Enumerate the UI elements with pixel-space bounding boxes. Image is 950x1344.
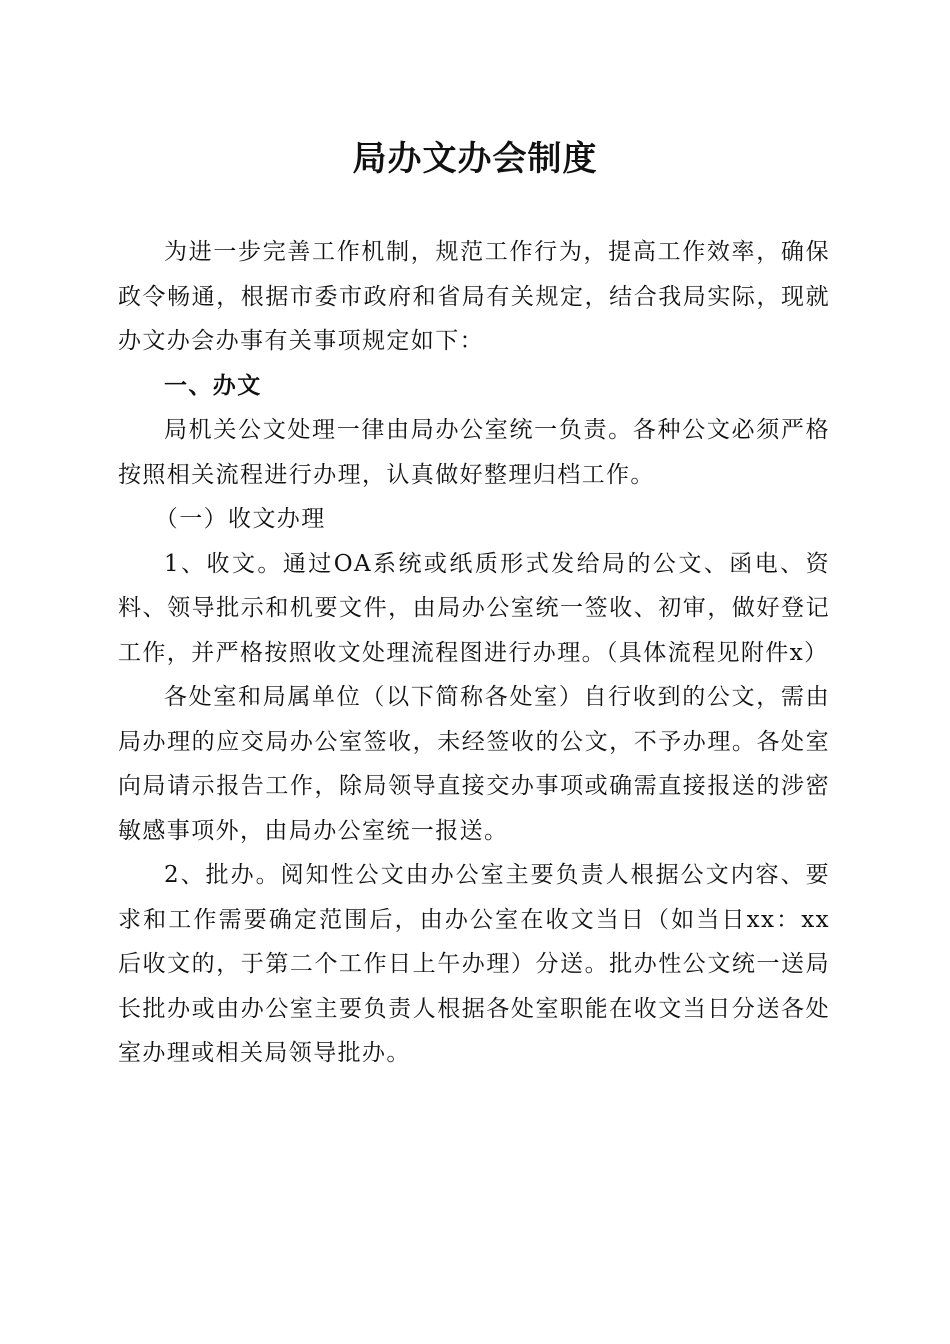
item-1-paragraph: 1、收文。通过OA系统或纸质形式发给局的公文、函电、资料、领导批示和机要文件，由局办公室统一签收、初审，做好登记工作，并严格按照收文处理流程图进行办理。（具体流程见附件x） xyxy=(118,550,830,666)
section-heading-banwen: 一、办文 xyxy=(164,372,262,399)
item-2-paragraph: 2、批办。阅知性公文由办公室主要负责人根据公文内容、要求和工作需要确定范围后，由办公室在收文当日（如当日xx：xx后收文的，于第二个工作日上午办理）分送。批办性公文统一送局长批办或由办公室主要负责人根据各处室职能在收文当日分送各处室办理或相关局领导批办。 xyxy=(118,862,830,1066)
section-intro-paragraph: 局机关公文处理一律由局办公室统一负责。各种公文必须严格按照相关流程进行办理，认真做好整理归档工作。 xyxy=(118,417,830,488)
document-title: 局办文办会制度 xyxy=(352,139,598,179)
subsection-heading-shouwen: （一）收文办理 xyxy=(154,506,326,532)
document-body xyxy=(118,230,830,1076)
intro-paragraph: 为进一步完善工作机制，规范工作行为，提高工作效率，确保政令畅通，根据市委市政府和省局有关规定，结合我局实际，现就办文办会办事有关事项规定如下： xyxy=(118,239,830,354)
item-1-followup-paragraph: 各处室和局属单位（以下简称各处室）自行收到的公文，需由局办理的应交局办公室签收，未经签收的公文，不予办理。各处室向局请示报告工作，除局领导直接交办事项或确需直接报送的涉密敏感事项外，由局办公室统一报送。 xyxy=(118,684,830,844)
